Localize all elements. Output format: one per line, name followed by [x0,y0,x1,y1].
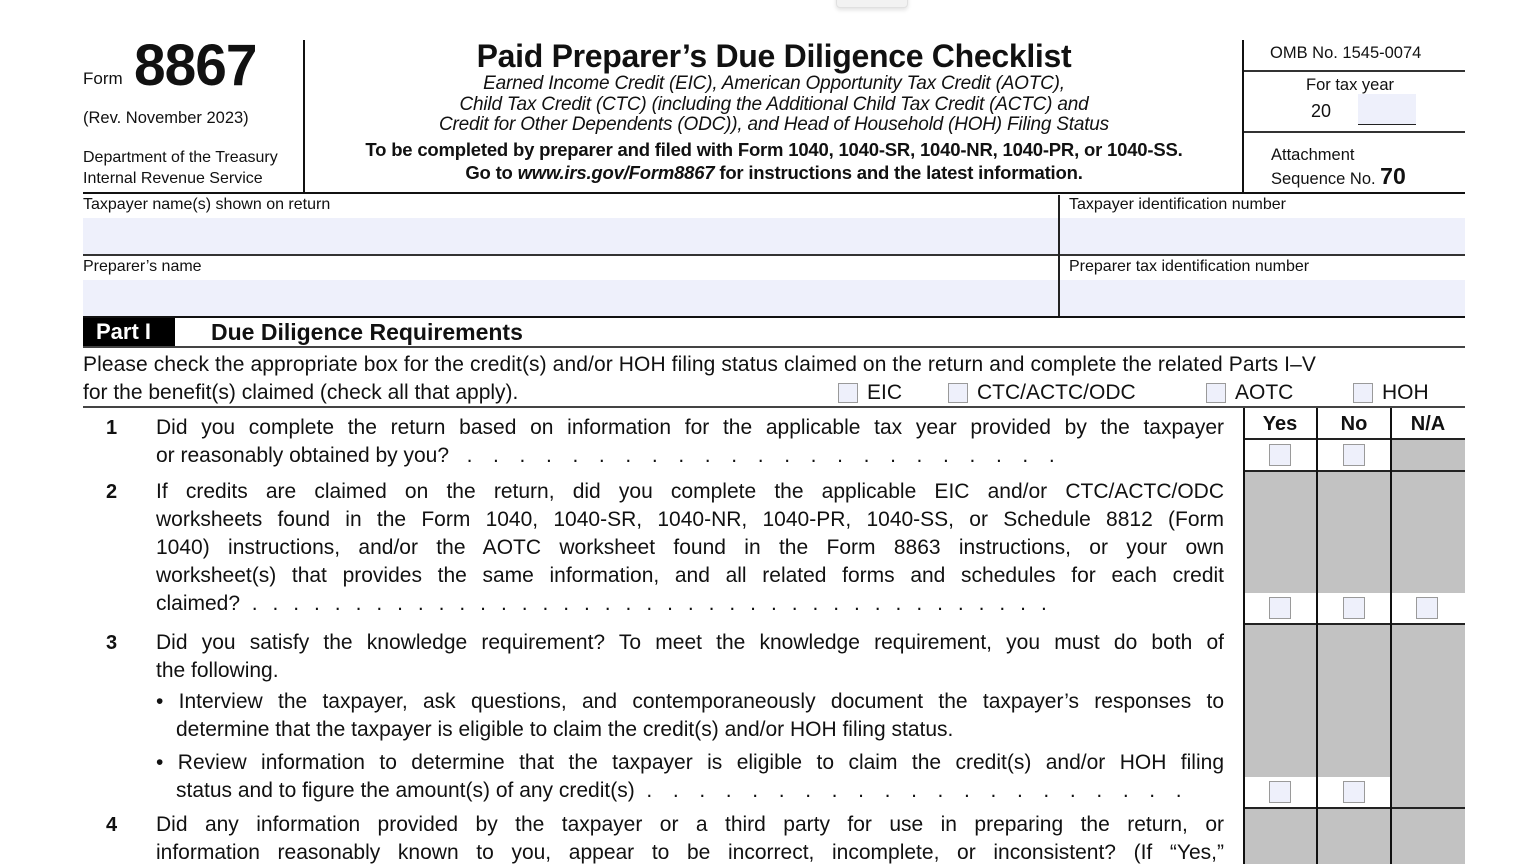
question-1-line-2-text: or reasonably obtained by you? [156,444,450,467]
column-na: N/A [1410,413,1446,435]
column-divider [1390,408,1392,864]
question-2-line-3: 1040) instructions, and/or the AOTC worksheet found in the Form 8863 instructions, or your own [156,536,1224,559]
question-2-number: 2 [106,481,118,503]
q2-no-checkbox[interactable] [1343,597,1365,619]
question-4-number: 4 [106,814,118,836]
divider [1244,70,1465,72]
question-2 [156,478,1224,618]
question-4 [156,811,1224,864]
taxpayer-name-label: Taxpayer name(s) shown on return [83,196,331,213]
ctc-actc-odc-label: CTC/ACTC/ODC [977,381,1136,404]
form-subtitle-line-3: Credit for Other Dependents (ODC)), and Head of Household (HOH) Filing Status [439,114,1109,135]
question-1-line-1: Did you complete the return based on information for the applicable tax year provided by the taxpayer [156,416,1224,439]
attachment-label: Attachment [1271,146,1355,164]
instructions-link-line [305,161,1243,184]
q2-yes-checkbox[interactable] [1269,597,1291,619]
question-3-bullet-2 [156,749,1224,805]
omb-number: OMB No. 1545-0074 [1270,44,1422,62]
column-yes: Yes [1262,413,1298,435]
preparer-name-input[interactable] [83,280,1058,316]
form-revision: (Rev. November 2023) [83,109,249,127]
eic-checkbox[interactable] [838,383,858,403]
part-badge: Part I [83,318,175,346]
question-4-line-1: Did any information provided by the taxpayer or a third party for use in preparing the return, or [156,813,1224,836]
form-title: Paid Preparer’s Due Diligence Checklist [476,38,1072,74]
divider [1244,131,1465,133]
preparer-tin-label: Preparer tax identification number [1069,258,1310,275]
bullet-1-line-1: • Interview the taxpayer, ask questions, and contemporaneously document the taxpayer’s responses to [156,690,1225,713]
answer-rule [1243,623,1465,625]
taxpayer-id-input[interactable] [1060,218,1465,254]
shaded-cell [1391,439,1465,470]
leader-dots: . . . . . . . . . . . . . . . . . . . . . . . [466,444,1063,467]
aotc-label: AOTC [1235,381,1294,404]
credit-option-ctc-actc-odc[interactable] [948,379,1136,407]
shaded-cell [1243,624,1465,777]
ctc-actc-odc-checkbox[interactable] [948,383,968,403]
tax-year-prefix: 20 [1311,101,1332,121]
leader-dots: . . . . . . . . . . . . . . . . . . . . . . . . . . . . . . . . . . . . . . . [251,592,1052,615]
answer-rule [1243,807,1465,809]
question-1-line-2 [156,442,1224,470]
form-identity [83,33,305,192]
question-1 [156,414,1224,470]
filing-instruction: To be completed by preparer and filed with Form 1040, 1040-SR, 1040-NR, 1040-PR, or 1040-SS. [365,138,1183,160]
preparer-name-label: Preparer’s name [83,258,202,275]
credit-option-eic[interactable] [838,379,902,407]
column-divider [1316,408,1318,864]
bullet-2-line-2 [156,777,1224,805]
taxpayer-name-input[interactable] [83,218,1058,254]
answer-rule [1243,470,1465,472]
credit-option-aotc[interactable] [1206,379,1293,407]
part-intro-line-1: Please check the appropriate box for the credit(s) and/or HOH filing status claimed on the return and complete the related Parts I–V [83,353,1317,376]
department-line-2: Internal Revenue Service [83,170,263,187]
form-meta [1244,38,1465,192]
question-3-line-2: the following. [156,659,279,682]
department-line-1: Department of the Treasury [83,149,278,166]
bullet-2-line-1: • Review information to determine that the taxpayer is eligible to claim the credit(s) and/or HOH filing [156,751,1224,774]
column-no: No [1340,413,1368,435]
fields-vertical-divider [1058,195,1060,317]
question-2-line-4: worksheet(s) that provides the same information, and all related forms and schedules for each credit [156,564,1224,587]
question-1-number: 1 [106,417,118,439]
question-2-line-5 [156,590,1224,618]
header-bottom-rule [83,192,1465,194]
answer-rule [1243,438,1465,440]
bullet-1-line-1-text: Interview the taxpayer, ask questions, and contemporaneously document the taxpayer’s responses to [178,690,1225,713]
question-3-bullet-1 [156,688,1224,744]
form-header [83,33,1465,194]
bullet-1-line-2: determine that the taxpayer is eligible to claim the credit(s) and/or HOH filing status. [176,718,954,741]
column-divider [1243,408,1245,864]
tax-year-label: For tax year [1306,76,1395,94]
question-3-number: 3 [106,632,118,654]
shaded-cell [1243,471,1465,593]
q2-na-checkbox[interactable] [1416,597,1438,619]
form-subtitle-line-2: Child Tax Credit (CTC) (including the Additional Child Tax Credit (ACTC) and [459,93,1089,115]
sequence-number: 70 [1380,163,1406,189]
bullet-2-line-1-text: Review information to determine that the taxpayer is eligible to claim the credit(s) and/or HOH filing [177,751,1224,774]
form-title-block [305,38,1243,192]
question-2-line-2: worksheets found in the Form 1040, 1040-SR, 1040-NR, 1040-PR, 1040-SS, or Schedule 8812 (Form [156,508,1224,531]
q3-no-checkbox[interactable] [1343,781,1365,803]
part-rule [83,346,1465,348]
shaded-cell [1243,808,1465,864]
form-subtitle-line-1: Earned Income Credit (EIC), American Opportunity Tax Credit (AOTC), [483,73,1065,94]
q1-no-checkbox[interactable] [1343,444,1365,466]
sequence-label: Sequence No. [1271,170,1376,188]
credit-option-hoh[interactable] [1353,379,1429,407]
irs-form-link[interactable]: www.irs.gov/Form8867 [517,161,715,183]
question-4-line-2: information reasonably known to you, appear to be incorrect, incomplete, or inconsistent? (If “Yes,” [156,841,1224,864]
fields-divider [83,254,1465,256]
part-title: Due Diligence Requirements [211,319,523,345]
question-3-line-1: Did you satisfy the knowledge requirement? To meet the knowledge requirement, you must do both of [156,631,1224,654]
q1-yes-checkbox[interactable] [1269,444,1291,466]
zoom-tooltip [836,0,908,8]
part-intro-line-2: for the benefit(s) claimed (check all that apply). [83,381,519,404]
department [83,147,278,189]
form-number: 8867 [134,33,257,98]
eic-label: EIC [867,381,903,404]
q3-yes-checkbox[interactable] [1269,781,1291,803]
question-2-line-5-text: claimed? [156,592,241,615]
instructions-prefix: Go to [465,161,518,183]
attachment-sequence [1271,145,1406,190]
form-word: Form [83,69,123,88]
hoh-label: HOH [1382,381,1429,404]
aotc-checkbox[interactable] [1206,383,1226,403]
preparer-tin-input[interactable] [1060,280,1465,316]
question-2-line-1: If credits are claimed on the return, did you complete the applicable EIC and/or CTC/ACTC/ODC [156,480,1224,503]
leader-dots: . . . . . . . . . . . . . . . . . . . . . [646,779,1190,802]
question-3 [156,629,1224,685]
instructions-suffix: for instructions and the latest information. [714,161,1083,183]
hoh-checkbox[interactable] [1353,383,1373,403]
tax-year-input[interactable] [1358,94,1416,125]
taxpayer-id-label: Taxpayer identification number [1069,196,1287,213]
intro-rule [83,406,1465,408]
bullet-2-line-2-text: status and to figure the amount(s) of any credit(s) [176,779,635,802]
shaded-cell [1391,777,1465,807]
